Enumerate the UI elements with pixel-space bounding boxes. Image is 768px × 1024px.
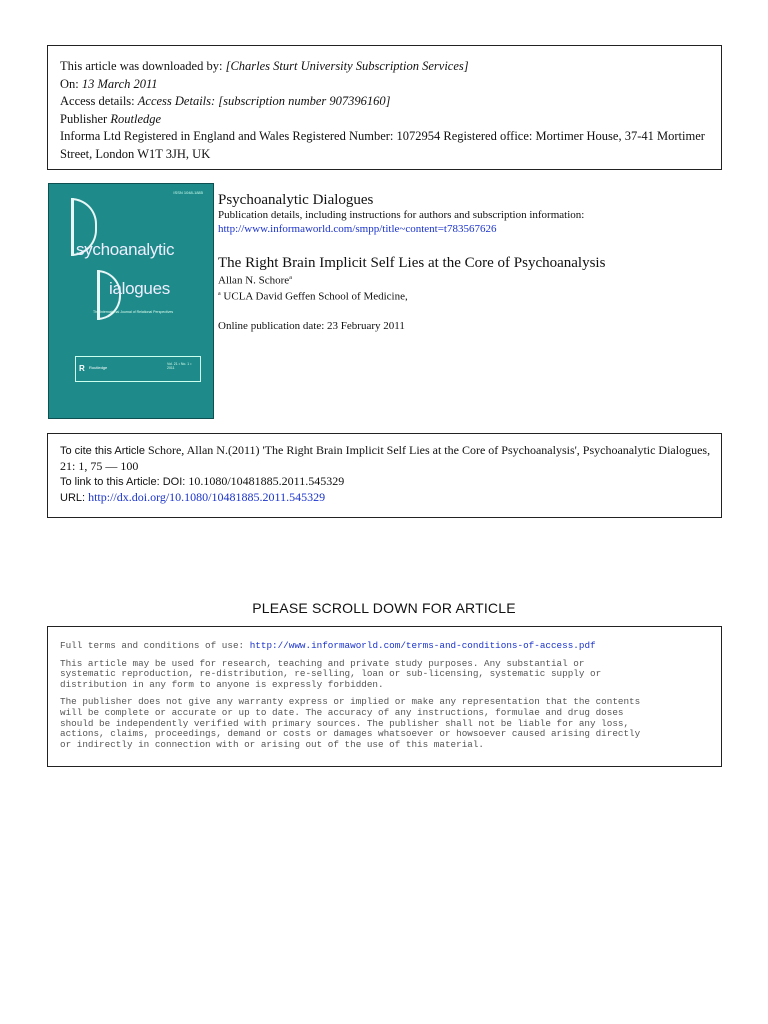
affiliation: UCLA David Geffen School of Medicine, <box>223 290 408 303</box>
downloaded-by-value: [Charles Sturt University Subscription Services] <box>225 59 469 73</box>
cite-label: To cite this Article <box>60 445 145 457</box>
scroll-message: PLEASE SCROLL DOWN FOR ARTICLE <box>252 600 516 616</box>
registered-office: Informa Ltd Registered in England and Wales Registered Number: 1072954 Registered office: Mortimer House, 37-41 Mortimer Street, London W1T 3JH, UK <box>60 129 705 161</box>
cite-line <box>60 443 721 474</box>
publisher-line <box>60 111 721 129</box>
cover-issn: ISSN 1048-1885 <box>173 190 203 195</box>
terms-paragraph-2: The publisher does not give any warranty express or implied or make any representation that the contents will be complete or accurate or up to date. The accuracy of any instructions, formulae and drug doses should be independently verified with primary sources. The publisher shall not be liable for any loss, actions, claims, proceedings, demand or costs or damages whatsoever or howsoever caused arising directly or indirectly in connection with or arising out of the use of this material. <box>60 696 641 750</box>
affiliation-line <box>218 288 738 304</box>
download-info-box <box>47 45 722 170</box>
on-label: On: <box>60 76 79 91</box>
terms-paragraph-1: This article may be used for research, teaching and private study purposes. Any substantial or systematic reproduction, re-distribution, re-selling, loan or sub-licensing, systematic supply or distribution in any form to anyone is expressly forbidden. <box>60 657 602 690</box>
terms-link[interactable]: http://www.informaworld.com/terms-and-conditions-of-access.pdf <box>249 640 596 651</box>
downloaded-by-line <box>60 58 721 76</box>
doi-value: 10.1080/10481885.2011.545329 <box>188 474 345 488</box>
access-details-line <box>60 93 721 111</box>
online-publication-date: Online publication date: 23 February 2011 <box>218 320 405 333</box>
citation-box <box>47 433 722 518</box>
author-name: Allan N. Schore <box>218 274 290 287</box>
journal-info <box>218 191 738 332</box>
cover-title-line2: ialogues <box>109 279 170 298</box>
cover-title-line1: sychoanalytic <box>76 240 175 259</box>
doi-line <box>60 474 721 490</box>
terms-box <box>47 626 722 767</box>
cover-publisher-name: Routledge <box>89 365 108 370</box>
author-sup: a <box>289 275 292 281</box>
terms-intro: Full terms and conditions of use: <box>60 640 245 651</box>
journal-title: Psychoanalytic Dialogues <box>218 192 374 208</box>
author-line <box>218 272 738 288</box>
access-value: Access Details: [subscription number 907396160] <box>137 94 391 108</box>
cover-volume: Vol. 21 • No. 1 • 2011 <box>167 362 192 370</box>
on-date: 13 March 2011 <box>81 76 158 91</box>
routledge-logo-icon: R <box>79 364 85 373</box>
article-url-link[interactable]: http://dx.doi.org/10.1080/10481885.2011.545329 <box>88 490 326 504</box>
url-line <box>60 490 721 506</box>
publication-details: Publication details, including instructions for authors and subscription information: <box>218 209 585 221</box>
downloaded-by-label: This article was downloaded by: <box>60 59 223 73</box>
affiliation-sup: a <box>218 290 221 297</box>
url-label: URL: <box>60 492 86 504</box>
terms-intro-line <box>60 641 715 652</box>
doi-label: To link to this Article: DOI: <box>60 476 186 488</box>
journal-cover-image <box>48 183 214 419</box>
publisher-value: Routledge <box>110 111 162 126</box>
journal-link[interactable]: http://www.informaworld.com/smpp/title~content=t783567626 <box>218 223 497 235</box>
cover-subtitle: The International Journal of Relational Perspectives <box>93 310 174 314</box>
article-title: The Right Brain Implicit Self Lies at the Core of Psychoanalysis <box>218 255 606 271</box>
publisher-label: Publisher <box>60 111 108 126</box>
access-label: Access details: <box>60 94 135 108</box>
download-date-line <box>60 76 721 94</box>
cite-text: Schore, Allan N.(2011) 'The Right Brain Implicit Self Lies at the Core of Psychoanalysis', Psychoanalytic Dialogues, 21: 1, 75 — 100 <box>60 443 711 473</box>
